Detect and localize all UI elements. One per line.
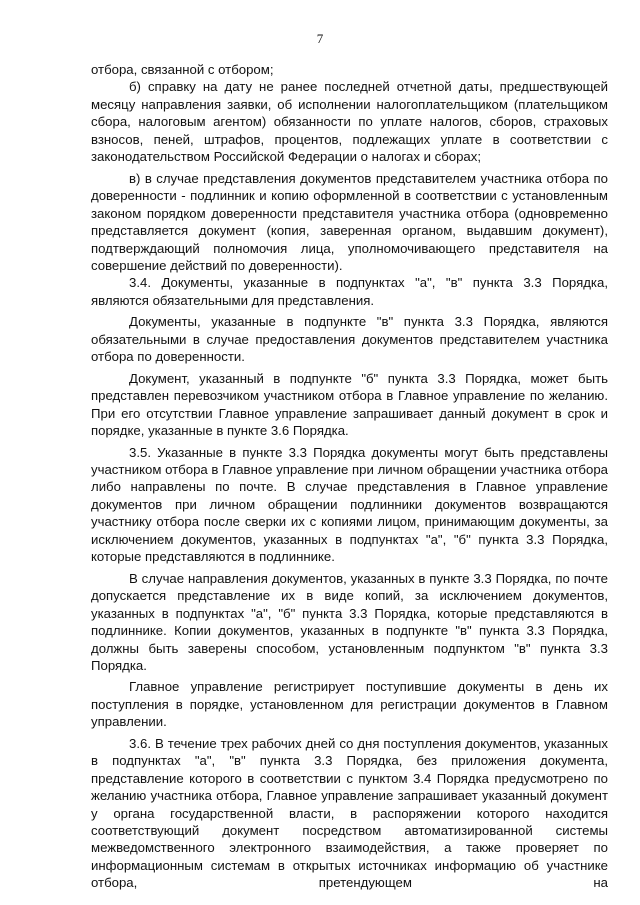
paragraph-3-4-optional: Документ, указанный в подпункте "б" пункта 3.3 Порядка, может быть представлен перевозчиком участником отбора в Главное управление по желанию. При его отсутствии Главное управление запрашивает данный документ в срок и порядке, указанные в пункте 3.6 Порядка.: [91, 370, 608, 439]
paragraph-subitem-b: б) справку на дату не ранее последней отчетной даты, предшествующей месяцу направления заявки, об исполнении налогоплательщиком (плательщиком сбора, налоговым агентом) обязанности по уплате налогов, сборов, страховых взносов, пеней, штрафов, процентов, подлежащих уплате в соответствии с законодательством Российской Федерации о налогах и сборах;: [91, 79, 608, 165]
paragraph-3-5-registration: Главное управление регистрирует поступившие документы в день их поступления в порядке, установленном для регистрации документов в Главном управлении.: [91, 679, 608, 730]
paragraph-3-5-post: В случае направления документов, указанных в пункте 3.3 Порядка, по почте допускается представление их в виде копий, за исключением документов, указанных в подпунктах "а", "б" пункта 3.3 Порядка, которые представляются в подлиннике. Копии документов, указанных в подпункте "в" пункта 3.3 Порядка, должны быть заверены способом, установленным подпунктом "в" пункта 3.3 Порядка.: [91, 570, 608, 673]
paragraph-continuation: отбора, связанной с отбором;: [91, 62, 274, 77]
page-number: 7: [316, 31, 324, 46]
paragraph-subitem-v: в) в случае представления документов представителем участника отбора по доверенности - подлинник и копию оформленной в соответствии с установленным законом порядком доверенности представителя участника отбора (одновременно представляется документ (копия, заверенная органом, выдавшим документ), подтверждающий полномочия лица, уполномочивающего представителя на совершение действий по доверенности).: [91, 170, 608, 273]
document-body: [91, 61, 608, 892]
paragraph-3-4: 3.4. Документы, указанные в подпунктах "а", "в" пункта 3.3 Порядка, являются обязательными для представления.: [91, 275, 608, 308]
paragraph-3-5: 3.5. Указанные в пункте 3.3 Порядка документы могут быть представлены участником отбора в Главное управление при личном обращении участника отбора либо направлены по почте. В случае представления в Главное управление документов при личном обращении подлинники документов возвращаются участнику отбора после сверки их с копиями лицом, принимающим документы, за исключением документов, указанных в подпунктах "а", "б" пункта 3.3 Порядка, которые представляются в подлиннике.: [91, 444, 608, 565]
paragraph-3-4-mandatory: Документы, указанные в подпункте "в" пункта 3.3 Порядка, являются обязательными в случае предоставления документов представителем участника отбора по доверенности.: [91, 314, 608, 365]
paragraph-3-6: 3.6. В течение трех рабочих дней со дня поступления документов, указанных в подпунктах "а", "в" пункта 3.3 Порядка, без приложения документа, представление которого в соответствии с пунктом 3.4 Порядка предусмотрено по желанию участника отбора, Главное управление запрашивает указанный документ у органа государственной власти, в распоряжении которого находится соответствующий документ посредством автоматизированной системы межведомственного электронного взаимодействия, а также проверяет по информационным системам в открытых источниках информацию об участнике отбора, претендующем на: [91, 735, 608, 891]
